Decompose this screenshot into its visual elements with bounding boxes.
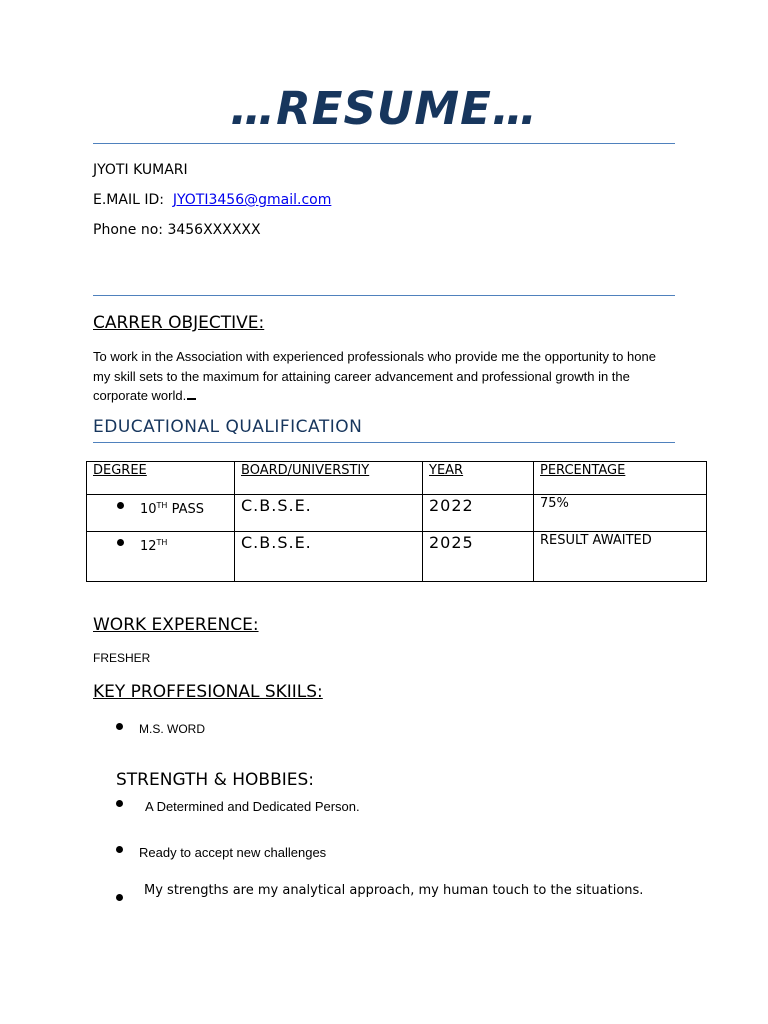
- text-cursor: [187, 395, 196, 400]
- email-link[interactable]: JYOTI3456@gmail.com: [172, 192, 332, 208]
- work-text: FRESHER: [93, 651, 151, 665]
- degree-value: 12TH: [140, 538, 168, 554]
- education-table: [86, 461, 707, 582]
- table-header-row: [87, 462, 707, 495]
- bullet-icon: [116, 800, 123, 807]
- email-line: [93, 192, 331, 208]
- skills-heading: KEY PROFFESIONAL SKIILS:: [93, 682, 323, 702]
- column-header: DEGREE: [87, 462, 235, 495]
- objective-heading: CARRER OBJECTIVE:: [93, 313, 265, 333]
- objective-text: [93, 347, 675, 406]
- board-cell: C.B.S.E.: [235, 495, 423, 532]
- degree-cell: [87, 495, 235, 532]
- bullet-icon: [117, 502, 124, 509]
- candidate-name: JYOTI KUMARI: [93, 162, 188, 178]
- contact-divider: [93, 295, 675, 296]
- email-label: E.MAIL ID:: [93, 192, 164, 208]
- phone-label: Phone no:: [93, 222, 163, 238]
- percentage-cell: RESULT AWAITED: [534, 532, 707, 582]
- column-header: BOARD/UNIVERSTIY: [235, 462, 423, 495]
- column-header: YEAR: [423, 462, 534, 495]
- work-heading: WORK EXPERENCE:: [93, 615, 259, 635]
- phone-number: 3456XXXXXX: [167, 222, 261, 238]
- resume-title: …RESUME…: [230, 82, 538, 135]
- column-header: PERCENTAGE: [534, 462, 707, 495]
- bullet-icon: [116, 894, 123, 901]
- skill-item: M.S. WORD: [139, 722, 205, 736]
- degree-cell: [87, 532, 235, 582]
- bullet-icon: [116, 846, 123, 853]
- education-heading: EDUCATIONAL QUALIFICATION: [93, 417, 363, 437]
- degree-value: 10TH PASS: [140, 501, 204, 517]
- strengths-heading: STRENGTH & HOBBIES:: [116, 770, 315, 790]
- bullet-icon: [116, 723, 123, 730]
- strength-item: My strengths are my analytical approach, my human touch to the situations.: [144, 883, 644, 898]
- percentage-cell: 75%: [534, 495, 707, 532]
- table-row: [87, 495, 707, 532]
- year-cell: 2025: [423, 532, 534, 582]
- board-cell: C.B.S.E.: [235, 532, 423, 582]
- bullet-icon: [117, 539, 124, 546]
- objective-paragraph: To work in the Association with experienced professionals who provide me the opportunity to hone my skill sets to the maximum for attaining career advancement and professional growth in the corporate world.: [93, 349, 656, 403]
- table-row: [87, 532, 707, 582]
- year-cell: 2022: [423, 495, 534, 532]
- education-divider: [93, 442, 675, 443]
- strength-item: Ready to accept new challenges: [139, 845, 327, 860]
- strength-item: A Determined and Dedicated Person.: [145, 799, 360, 814]
- phone-line: [93, 222, 261, 238]
- title-divider: [93, 143, 675, 144]
